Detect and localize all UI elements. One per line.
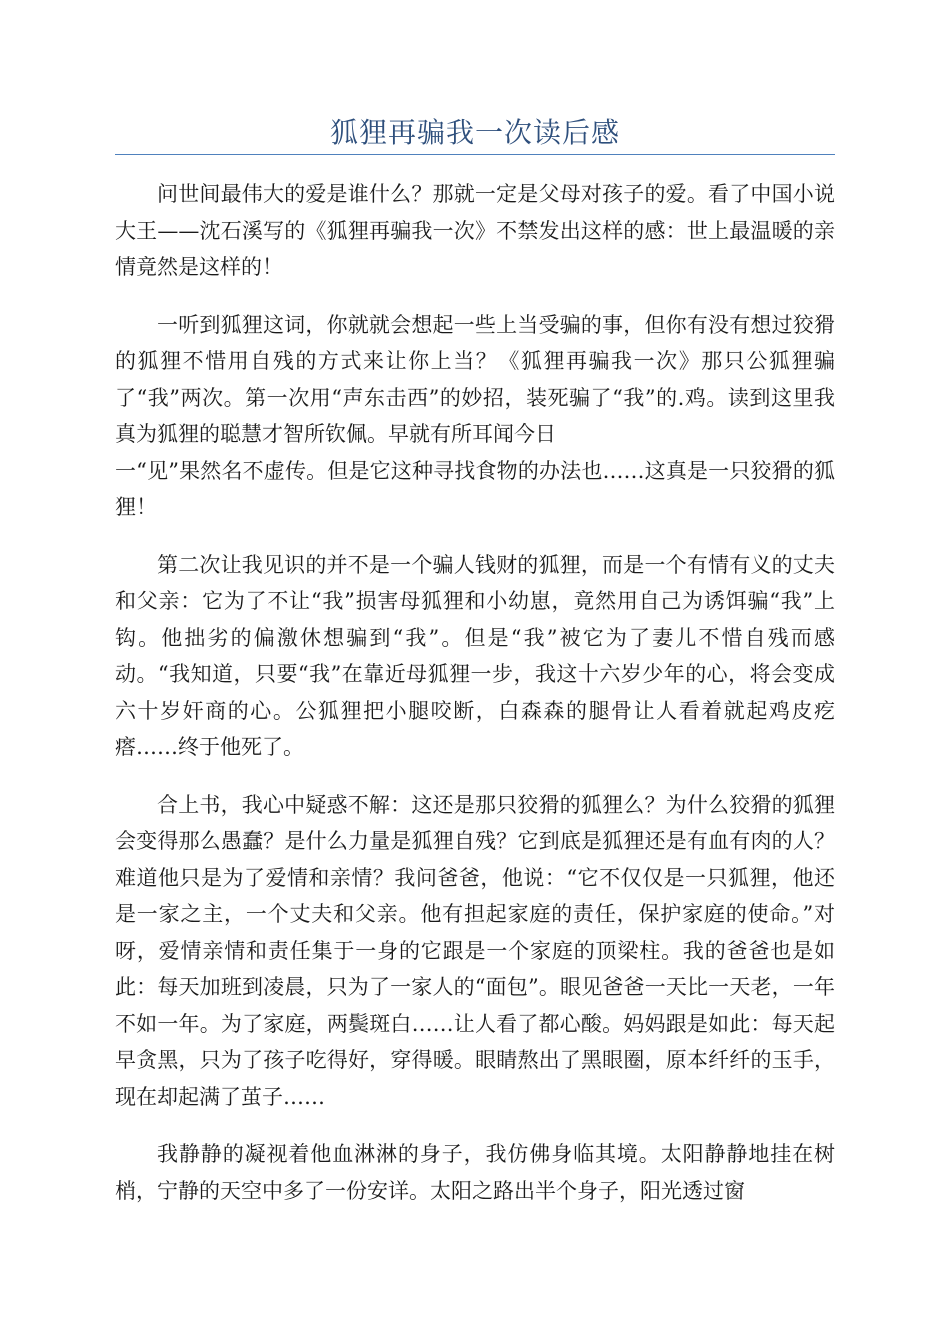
- paragraph-1: 问世间最伟大的爱是谁什么？那就一定是父母对孩子的爱。看了中国小说大王——沈石溪写的《狐狸再骗我一次》不禁发出这样的感：世上最温暖的亲情竟然是这样的！: [115, 182, 835, 279]
- title-underline: [115, 154, 835, 155]
- page-title: 狐狸再骗我一次读后感: [329, 116, 620, 149]
- paragraph-5: 我静静的凝视着他血淋淋的身子，我仿佛身临其境。太阳静静地挂在树梢，宁静的天空中多了一份安详。太阳之路出半个身子，阳光透过窗: [115, 1142, 835, 1203]
- paragraph-2: 一听到狐狸这词，你就就会想起一些上当受骗的事，但你有没有想过狡猾的狐狸不惜用自残的方式来让你上当？《狐狸再骗我一次》那只公狐狸骗了“我”两次。第一次用“声东击西”的妙招，装死骗了“我”的.鸡。读到这里我真为狐狸的聪慧才智所钦佩。早就有所耳闻今日 一“见”果然名不虚传。但是它这种寻找食物的办法也……这真是一只狡猾的狐狸！: [115, 312, 835, 519]
- paragraph-3: 第二次让我见识的并不是一个骗人钱财的狐狸，而是一个有情有义的丈夫和父亲：它为了不让“我”损害母狐狸和小幼崽，竟然用自己为诱饵骗“我”上钩。他拙劣的偏激休想骗到“我”。但是“我”被它为了妻儿不惜自残而感动。“我知道，只要“我”在靠近母狐狸一步，我这十六岁少年的心，将会变成六十岁奸商的心。公狐狸把小腿咬断，白森森的腿骨让人看着就起鸡皮疙瘩……终于他死了。: [115, 552, 835, 759]
- paragraph-4: 合上书，我心中疑惑不解：这还是那只狡猾的狐狸么？为什么狡猾的狐狸会变得那么愚蠢？是什么力量是狐狸自残？它到底是狐狸还是有血有肉的人？难道他只是为了爱情和亲情？我问爸爸，他说：“它不仅仅是一只狐狸，他还是一家之主，一个丈夫和父亲。他有担起家庭的责任，保护家庭的使命。”对呀，爱情亲情和责任集于一身的它跟是一个家庭的顶梁柱。我的爸爸也是如此：每天加班到凌晨，只为了一家人的“面包”。眼见爸爸一天比一天老，一年不如一年。为了家庭，两鬓斑白……让人看了都心酸。妈妈跟是如此：每天起早贪黑，只为了孩子吃得好，穿得暖。眼睛熬出了黑眼圈，原本纤纤的玉手，现在却起满了茧子……: [115, 792, 835, 1109]
- document-body: [115, 176, 835, 1230]
